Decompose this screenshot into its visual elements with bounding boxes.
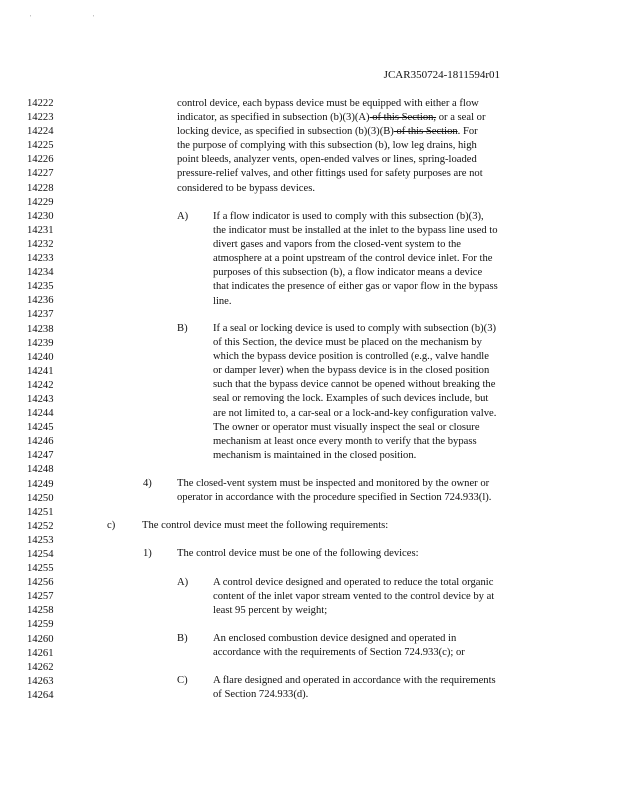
item-4-text: [177, 477, 491, 505]
item-line: divert gases and vapors from the closed-vent system to the: [213, 239, 462, 251]
line-number: 14257: [27, 591, 54, 603]
line-number: 14263: [27, 675, 54, 687]
item-label-B: B): [177, 323, 188, 334]
line-number: 14242: [27, 379, 54, 391]
item-A-text: [213, 210, 498, 309]
item-line: An enclosed combustion device designed and operated in: [213, 633, 457, 644]
line-number: 14264: [27, 689, 54, 701]
item-line: mechanism is maintained in the closed position.: [213, 449, 417, 461]
item-label-c: c): [107, 520, 116, 531]
item-line: are not limited to, a car-seal or a lock-and-key configuration valve.: [213, 407, 497, 419]
item-line: The closed-vent system must be inspected and monitored by the owner or: [177, 478, 490, 489]
item-line: atmosphere at a point upstream of the control device inlet. For the: [213, 253, 493, 265]
item-line: seal or removing the lock. Examples of such devices include, but: [213, 393, 489, 405]
intro-line: considered to be bypass devices.: [177, 182, 315, 194]
scan-marks: ' ': [30, 14, 125, 22]
intro-line: pressure-relief valves, and other fittings used for safety purposes are not: [177, 168, 483, 180]
line-number: 14233: [27, 253, 54, 265]
line-number: 14234: [27, 267, 54, 279]
item-line: least 95 percent by weight;: [213, 605, 328, 617]
line-number: 14245: [27, 422, 54, 434]
line-number: 14240: [27, 351, 54, 363]
item-c-text: The control device must meet the following requirements:: [142, 520, 389, 531]
intro-paragraph: [177, 97, 486, 196]
line-number: 14225: [27, 140, 54, 152]
item-line: purposes of this subsection (b), a flow indicator means a device: [213, 267, 483, 279]
item-line: A control device designed and operated to reduce the total organic: [213, 577, 494, 588]
line-number: 14260: [27, 633, 54, 645]
item-line: operator in accordance with the procedure specified in Section 724.933(l).: [177, 492, 492, 504]
line-number: 14224: [27, 126, 54, 138]
item-line: A flare designed and operated in accordance with the requirements: [213, 675, 496, 686]
intro-line: control device, each bypass device must be equipped with either a flow: [177, 98, 479, 109]
item-line: of this Section, the device must be placed on the mechanism by: [213, 337, 482, 349]
struck-text: of this Section: [393, 126, 458, 138]
line-number: 14231: [27, 224, 54, 236]
item-line: that indicates the presence of either gas or vapor flow in the bypass: [213, 281, 498, 293]
line-number: 14254: [27, 549, 54, 560]
item-line: If a seal or locking device is used to comply with subsection (b)(3): [213, 323, 497, 334]
item-1C-text: [213, 674, 496, 702]
item-line: which the bypass device position is controlled (e.g., valve handle: [213, 351, 489, 363]
line-number: 14256: [27, 577, 54, 589]
item-line: content of the inlet vapor stream vented to the control device by at: [213, 591, 495, 603]
item-label-A: A): [177, 211, 189, 222]
item-label-1: 1): [143, 548, 152, 559]
item-line: If a flow indicator is used to comply with this subsection (b)(3),: [213, 211, 484, 222]
line-number: 14230: [27, 210, 54, 222]
line-number: 14235: [27, 281, 54, 293]
intro-line: locking device, as specified in subsection (b)(3)(B) of this Section. For: [177, 126, 478, 138]
item-label-1B: B): [177, 633, 188, 644]
item-1A-text: [213, 576, 494, 618]
line-number: 14258: [27, 605, 54, 617]
line-number: 14227: [27, 168, 54, 180]
item-line: The owner or operator must visually inspect the seal or closure: [213, 421, 480, 433]
item-1-text: The control device must be one of the following devices:: [177, 548, 419, 559]
line-number: 14259: [27, 619, 54, 631]
line-number: 14244: [27, 408, 54, 420]
line-number: 14255: [27, 563, 54, 575]
item-label-4: 4): [143, 478, 152, 489]
line-number: 14252: [27, 520, 54, 532]
line-number: 14249: [27, 478, 54, 490]
struck-text: of this Section,: [369, 112, 437, 124]
line-number: 14261: [27, 647, 54, 659]
intro-line: indicator, as specified in subsection (b)(3)(A) of this Section, or a seal or: [177, 112, 486, 124]
document-id: JCAR350724-1811594r01: [383, 69, 500, 81]
line-number: 14237: [27, 309, 54, 321]
item-line: of Section 724.933(d).: [213, 689, 309, 701]
item-line: mechanism at least once every month to verify that the bypass: [213, 435, 477, 447]
line-number: 14236: [27, 295, 54, 307]
line-number: 14253: [27, 534, 54, 546]
line-number: 14223: [27, 112, 54, 124]
line-number: 14239: [27, 337, 54, 349]
line-number: 14241: [27, 365, 54, 377]
line-number-column: [27, 97, 53, 703]
item-B-text: [213, 322, 496, 463]
line-number: 14246: [27, 436, 54, 448]
line-number: 14262: [27, 661, 54, 673]
line-number: 14247: [27, 450, 54, 462]
intro-line: point bleeds, analyzer vents, open-ended valves or lines, spring-loaded: [177, 154, 477, 166]
line-number: 14226: [27, 154, 54, 166]
item-label-1C: C): [177, 675, 188, 686]
line-number: 14243: [27, 393, 54, 405]
item-1B-text: [213, 632, 465, 660]
line-number: 14232: [27, 238, 54, 250]
item-line: line.: [213, 295, 232, 307]
line-number: 14238: [27, 323, 54, 335]
intro-line: the purpose of complying with this subsection (b), low leg drains, high: [177, 140, 477, 152]
line-number: 14248: [27, 464, 54, 476]
line-number: 14222: [27, 98, 54, 109]
line-number: 14250: [27, 492, 54, 504]
item-label-1A: A): [177, 577, 189, 588]
line-number: 14229: [27, 196, 54, 208]
item-line: the indicator must be installed at the inlet to the bypass line used to: [213, 225, 498, 237]
line-number: 14228: [27, 182, 54, 194]
item-line: accordance with the requirements of Section 724.933(c); or: [213, 647, 465, 659]
line-number: 14251: [27, 506, 54, 518]
item-line: or damper lever) when the bypass device is in the closed position: [213, 365, 490, 377]
item-line: such that the bypass device cannot be opened without breaking the: [213, 379, 496, 391]
